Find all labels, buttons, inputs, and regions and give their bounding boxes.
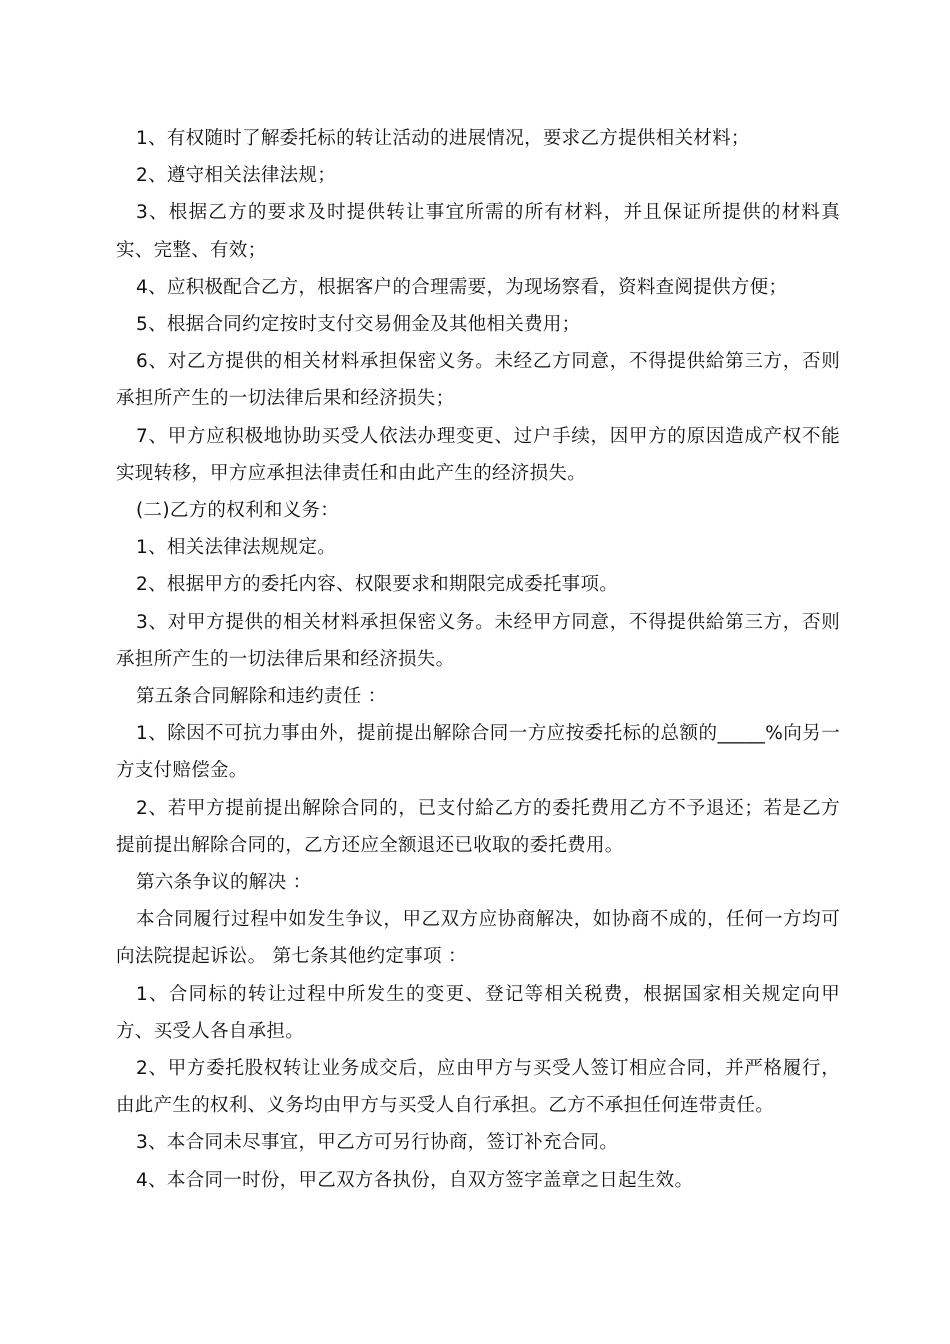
paragraph: 3、对甲方提供的相关材料承担保密义务。未经甲方同意，不得提供給第三方，否则承担所产生的一切法律后果和经济损失。 — [116, 611, 840, 670]
document-body — [116, 120, 840, 1199]
paragraph: 3、根据乙方的要求及时提供转让事宜所需的所有材料，并且保证所提供的材料真实、完整、有效； — [116, 202, 840, 261]
paragraph: 4、应积极配合乙方，根据客户的合理需要，为现场察看，资料查阅提供方便； — [136, 276, 788, 298]
paragraph: 2、甲方委托股权转让业务成交后，应由甲方与买受人签订相应合同，并严格履行，由此产生的权利、义务均由甲方与买受人自行承担。乙方不承担任何连带责任。 — [116, 1058, 840, 1117]
paragraph: 2、根据甲方的委托内容、权限要求和期限完成委托事项。 — [136, 574, 619, 596]
paragraph: 4、本合同一时份，甲乙双方各执份，自双方签字盖章之日起生效。 — [136, 1169, 694, 1191]
paragraph: 2、若甲方提前提出解除合同的，已支付給乙方的委托费用乙方不予退还；若是乙方提前提出解除合同的，乙方还应全额退还已收取的委托费用。 — [116, 797, 840, 856]
paragraph: 5、根据合同约定按时支付交易佣金及其他相关费用； — [136, 314, 581, 336]
section-heading: (二)乙方的权利和义务： — [136, 500, 340, 522]
article-heading: 第六条争议的解决 ： — [136, 872, 312, 894]
paragraph: 本合同履行过程中如发生争议，甲乙双方应协商解决，如协商不成的，任何一方均可向法院提起诉讼。 第七条其他约定事项 ： — [116, 909, 840, 968]
paragraph: 1、除因不可抗力事由外，提前提出解除合同一方应按委托标的总额的_____%向另一方支付赔偿金。 — [116, 723, 840, 782]
paragraph: 1、有权随时了解委托标的转让活动的进展情况，要求乙方提供相关材料； — [136, 128, 750, 149]
paragraph: 2、遵守相关法律法规； — [136, 165, 337, 187]
paragraph: 3、本合同未尽事宜，甲乙方可另行协商，签订补充合同。 — [136, 1132, 619, 1154]
paragraph: 7、甲方应积极地协助买受人依法办理变更、过户手续，因甲方的原因造成产权不能实现转移，甲方应承担法律责任和由此产生的经济损失。 — [116, 425, 840, 484]
article-heading: 第五条合同解除和违约责任 ： — [136, 686, 387, 708]
paragraph: 1、相关法律法规规定。 — [136, 537, 337, 559]
paragraph: 1、合同标的转让过程中所发生的变更、登记等相关税费，根据国家相关规定向甲方、买受人各自承担。 — [116, 983, 840, 1042]
paragraph: 6、对乙方提供的相关材料承担保密义务。未经乙方同意，不得提供給第三方，否则承担所产生的一切法律后果和经济损失； — [116, 351, 840, 410]
